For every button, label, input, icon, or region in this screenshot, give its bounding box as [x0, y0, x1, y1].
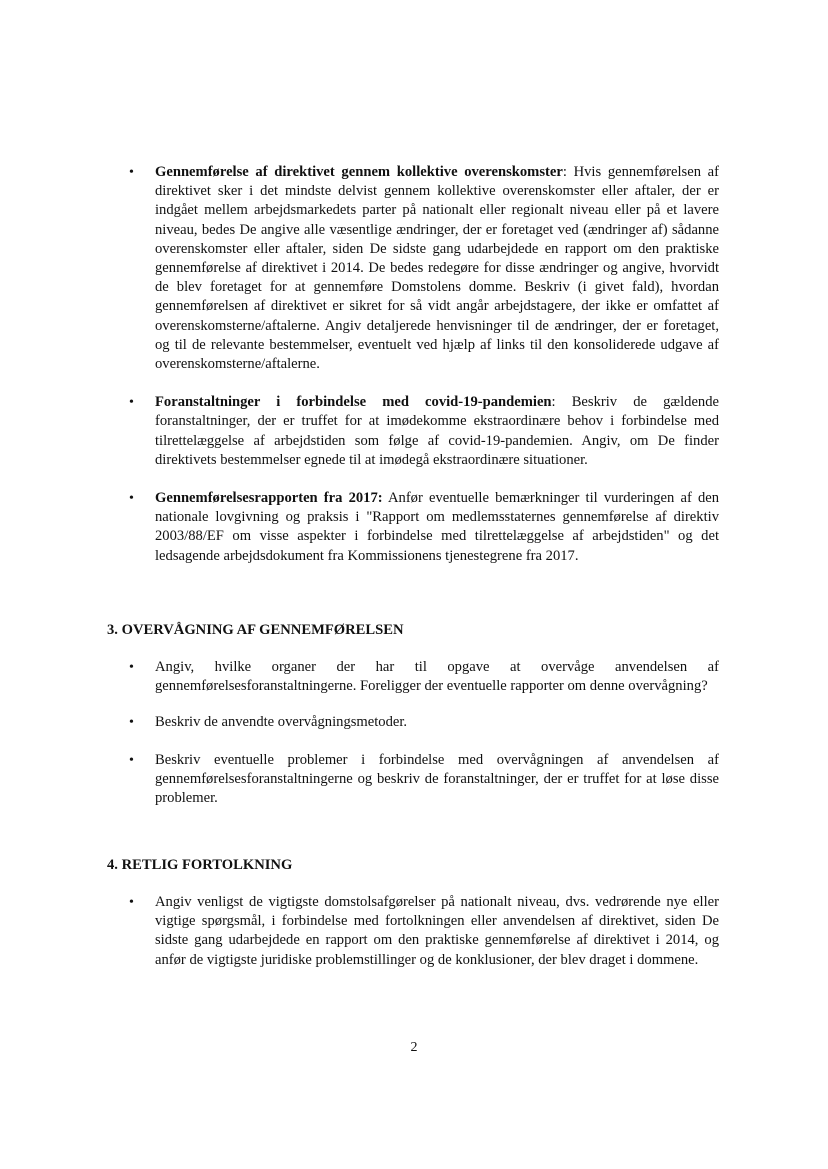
list-item	[107, 489, 719, 566]
section4-bullet-list	[107, 893, 719, 970]
bullet-marker: •	[129, 895, 134, 910]
list-item	[107, 658, 719, 696]
list-item: • Foranstaltninger i forbindelse med covid-19-pandemien: Beskriv de gældende foranstaltninger, der er truffet for at imødekomme ekstraordinære behov i forbindelse med tilrettelæggelse af arbejdstiden som følge af covid-19-pandemien. Angiv, om De finder direktivets bestemmelser egnede til at imødegå ekstraordinære situationer.	[129, 394, 720, 468]
bullet-text: Beskriv eventuelle problemer i forbindelse med overvågningen af anvendelsen af gennemførelsesforanstaltningerne og beskriv de foranstaltninger, der er truffet for at løse disse problemer.	[155, 751, 719, 807]
bullet-marker: •	[129, 752, 134, 768]
page-number: 2	[410, 1040, 418, 1055]
bullet-text: Anfør eventuelle bemærkninger til vurderingen af den nationale lovgivning og praksis i "Rapport om medlemsstaternes gennemførelse af direktiv 2003/88/EF om visse aspekter i forbindelse med tilrettelæggelse af arbejdstiden" og det ledsagende arbejdsdokument fra Kommissionens tjenestegrene fra 2017.	[155, 490, 720, 564]
section-heading: 3. OVERVÅGNING AF GENNEMFØRELSEN	[107, 622, 404, 638]
bullet-marker: •	[129, 491, 134, 507]
bullet-title: Gennemførelse af direktivet gennem kollektive overenskomster	[155, 164, 563, 180]
bullet-text: Angiv, hvilke organer der har til opgave at overvåge anvendelsen af gennemførelsesforanstaltningerne. Foreligger der eventuelle rapporter om denne overvågning?	[155, 659, 719, 695]
section2-bullet-list	[107, 163, 719, 566]
bullet-text: Beskriv de anvendte overvågningsmetoder.	[155, 714, 408, 731]
bullet-marker: •	[129, 165, 134, 180]
section3-bullet-list	[107, 658, 719, 808]
bullet-text: Hvis gennemførelsen af direktivet sker i det mindste delvist gennem kollektive overenskomster eller aftaler, der er indgået mellem arbejdsmarkedets parter på nationalt eller regionalt niveau eller på et lavere niveau, bedes De angive alle væsentlige ændringer, der er foretaget ved (ændringer af) sådanne overenskomster eller aftaler, siden De sidste gang udarbejdede en rapport om den praktiske gennemførelse af direktivet i 2014. De bedes redegøre for disse ændringer og angive, hvorvidt de blev foretaget for at gennemføre Domstolens domme. Beskriv (i givet fald), hvordan gennemførelsen af direktivet er sikret for så vidt angår arbejdstagere, der ikke er omfattet af overenskomsterne/aftalerne. Angiv detaljerede henvisninger til de ændringer, der er foretaget, og til de relevante bestemmelser, eventuelt ved hjælp af links til den konsoliderede udgave af overenskomsterne/aftalerne.	[155, 164, 720, 373]
bullet-marker: •	[129, 660, 134, 675]
bullet-text: Beskriv de gældende foranstaltninger, der er truffet for at imødekomme ekstraordinære behov i forbindelse med tilrettelæggelse af arbejdstiden som følge af covid-19-pandemien. Angiv, om De finder direktivets bestemmelser egnede til at imødegå ekstraordinære situationer.	[155, 394, 720, 468]
bullet-marker: •	[129, 715, 134, 731]
list-item: • Gennemførelse af direktivet gennem kollektive overenskomster: Hvis gennemførelsen af direktivet sker i det mindste delvist gennem kollektive overenskomster eller aftaler, der er indgået mellem arbejdsmarkedets parter på nationalt eller regionalt niveau eller på et lavere niveau, bedes De angive alle væsentlige ændringer, der er foretaget ved (ændringer af) sådanne overenskomster eller aftaler, siden De sidste gang udarbejdede en rapport om den praktiske gennemførelse af direktivet i 2014. De bedes redegøre for disse ændringer og angive, hvorvidt de blev foretaget for at gennemføre Domstolens domme. Beskriv (i givet fald), hvordan gennemførelsen af direktivet er sikret for så vidt angår arbejdstagere, der ikke er omfattet af overenskomsterne/aftalerne. Angiv detaljerede henvisninger til de ændringer, der er foretaget, og til de relevante bestemmelser, eventuelt ved hjælp af links til den konsoliderede udgave af overenskomsterne/aftalerne.	[129, 164, 720, 373]
list-item	[107, 713, 719, 732]
list-item	[107, 893, 719, 970]
bullet-title: Gennemførelsesrapporten fra 2017:	[155, 490, 383, 507]
bullet-title: Foranstaltninger i forbindelse med covid-19-pandemien	[155, 394, 552, 411]
bullet-text: Angiv venligst de vigtigste domstolsafgørelser på nationalt niveau, dvs. vedrørende nye eller vigtige spørgsmål, i forbindelse med fortolkningen eller anvendelsen af direktivet, siden De sidste gang udarbejdede en rapport om den praktiske gennemførelse af direktivet i 2014, og anfør de vigtigste juridiske problemstillinger og de konklusioner, der blev draget i dommene.	[155, 894, 719, 968]
list-item	[107, 751, 719, 809]
bullet-marker: •	[129, 395, 134, 411]
section-heading: 4. RETLIG FORTOLKNING	[107, 857, 293, 873]
